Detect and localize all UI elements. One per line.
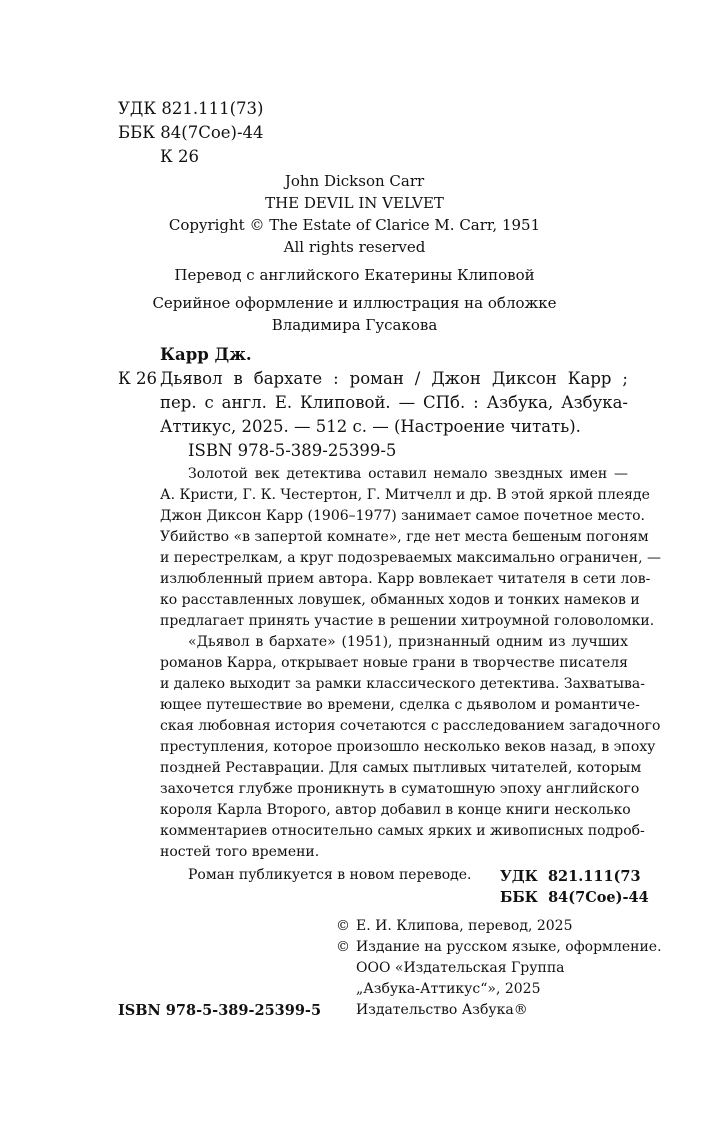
bbk-code: ББК 84(7Сое)-44 <box>118 123 264 142</box>
catalog-isbn: ISBN 978-5-389-25399-5 <box>188 441 397 460</box>
annotation-line: Джон Диксон Карр (1906–1977) занимает самое почетное место. <box>160 508 645 524</box>
udk-code: УДК 821.111(73) <box>118 99 264 118</box>
edition-copyright-line1: Издание на русском языке, оформление. <box>356 939 662 955</box>
catalog-mark: К 26 <box>118 369 158 388</box>
original-copyright: Copyright © The Estate of Clarice M. Carr, 1951 <box>168 216 541 234</box>
edition-copyright-line3: „Азбука-Аттикус“», 2025 <box>356 981 541 997</box>
annotation-line: романов Карра, открывает новые грани в творчестве писателя <box>160 655 628 671</box>
translator-credit: Перевод с английского Екатерины Клиповой <box>174 266 535 284</box>
annotation-line: преступления, которое произошло несколько веков назад, в эпоху <box>160 739 656 755</box>
annotation-line: и далеко выходит за рамки классического детектива. Захватыва- <box>160 676 645 692</box>
bottom-isbn: ISBN 978-5-389-25399-5 <box>118 1002 322 1019</box>
rights-reserved: All rights reserved <box>283 238 426 256</box>
annotation-line: комментариев относительно самых ярких и живописных подроб- <box>160 823 645 839</box>
translation-copyright: Е. И. Клипова, перевод, 2025 <box>356 918 573 934</box>
catalog-line: Дьявол в бархате : роман / Джон Диксон Карр ; <box>160 369 628 388</box>
annotation-line: ностей того времени. <box>160 844 320 860</box>
annotation-line: ющее путешествие во времени, сделка с дьяволом и романтиче- <box>160 697 640 713</box>
annotation-closing: Роман публикуется в новом переводе. <box>188 867 472 883</box>
annotation-line: ская любовная история сочетаются с расследованием загадочного <box>160 718 661 734</box>
annotation-line: А. Кристи, Г. К. Честертон, Г. Митчелл и др. В этой яркой плеяде <box>160 487 650 503</box>
annotation-line: поздней Реставрации. Для самых пытливых читателей, которым <box>160 760 642 776</box>
catalog-line: Аттикус, 2025. — 512 с. — (Настроение читать). <box>160 417 581 436</box>
annotation-line: и перестрелкам, а круг подозреваемых максимально ограничен, — <box>160 550 661 566</box>
copyright-symbol: © <box>336 939 350 955</box>
original-title: THE DEVIL IN VELVET <box>265 194 444 212</box>
footer-bbk-code: ББК 84(7Сое)-44 <box>500 889 649 906</box>
annotation-line: «Дьявол в бархате» (1951), признанный одним из лучших <box>188 634 628 650</box>
annotation-line: Золотой век детектива оставил немало звездных имен — <box>188 466 628 482</box>
author-mark: К 26 <box>160 147 200 166</box>
annotation-line: короля Карла Второго, автор добавил в конце книги несколько <box>160 802 631 818</box>
footer-udk-code: УДК 821.111(73 <box>500 868 641 885</box>
annotation-line: захочется глубже проникнуть в суматошную эпоху английского <box>160 781 640 797</box>
copyright-symbol: © <box>336 918 350 934</box>
annotation-line: излюбленный прием автора. Карр вовлекает читателя в сети лов- <box>160 571 651 587</box>
catalog-author-heading: Карр Дж. <box>160 345 252 364</box>
edition-copyright-line4: Издательство Азбука® <box>356 1002 528 1018</box>
design-credit-line1: Серийное оформление и иллюстрация на обложке <box>152 294 557 312</box>
edition-copyright-line2: ООО «Издательская Группа <box>356 960 565 976</box>
annotation-line: ко расставленных ловушек, обманных ходов и тонких намеков и <box>160 592 640 608</box>
catalog-line: пер. с англ. Е. Клиповой. — СПб. : Азбука, Азбука- <box>160 393 628 412</box>
annotation-line: Убийство «в запертой комнате», где нет места бешеным погоням <box>160 529 649 545</box>
annotation-line: предлагает принять участие в решении хитроумной головоломки. <box>160 613 655 629</box>
design-credit-line2: Владимира Гусакова <box>271 316 438 334</box>
original-author: John Dickson Carr <box>284 172 425 190</box>
